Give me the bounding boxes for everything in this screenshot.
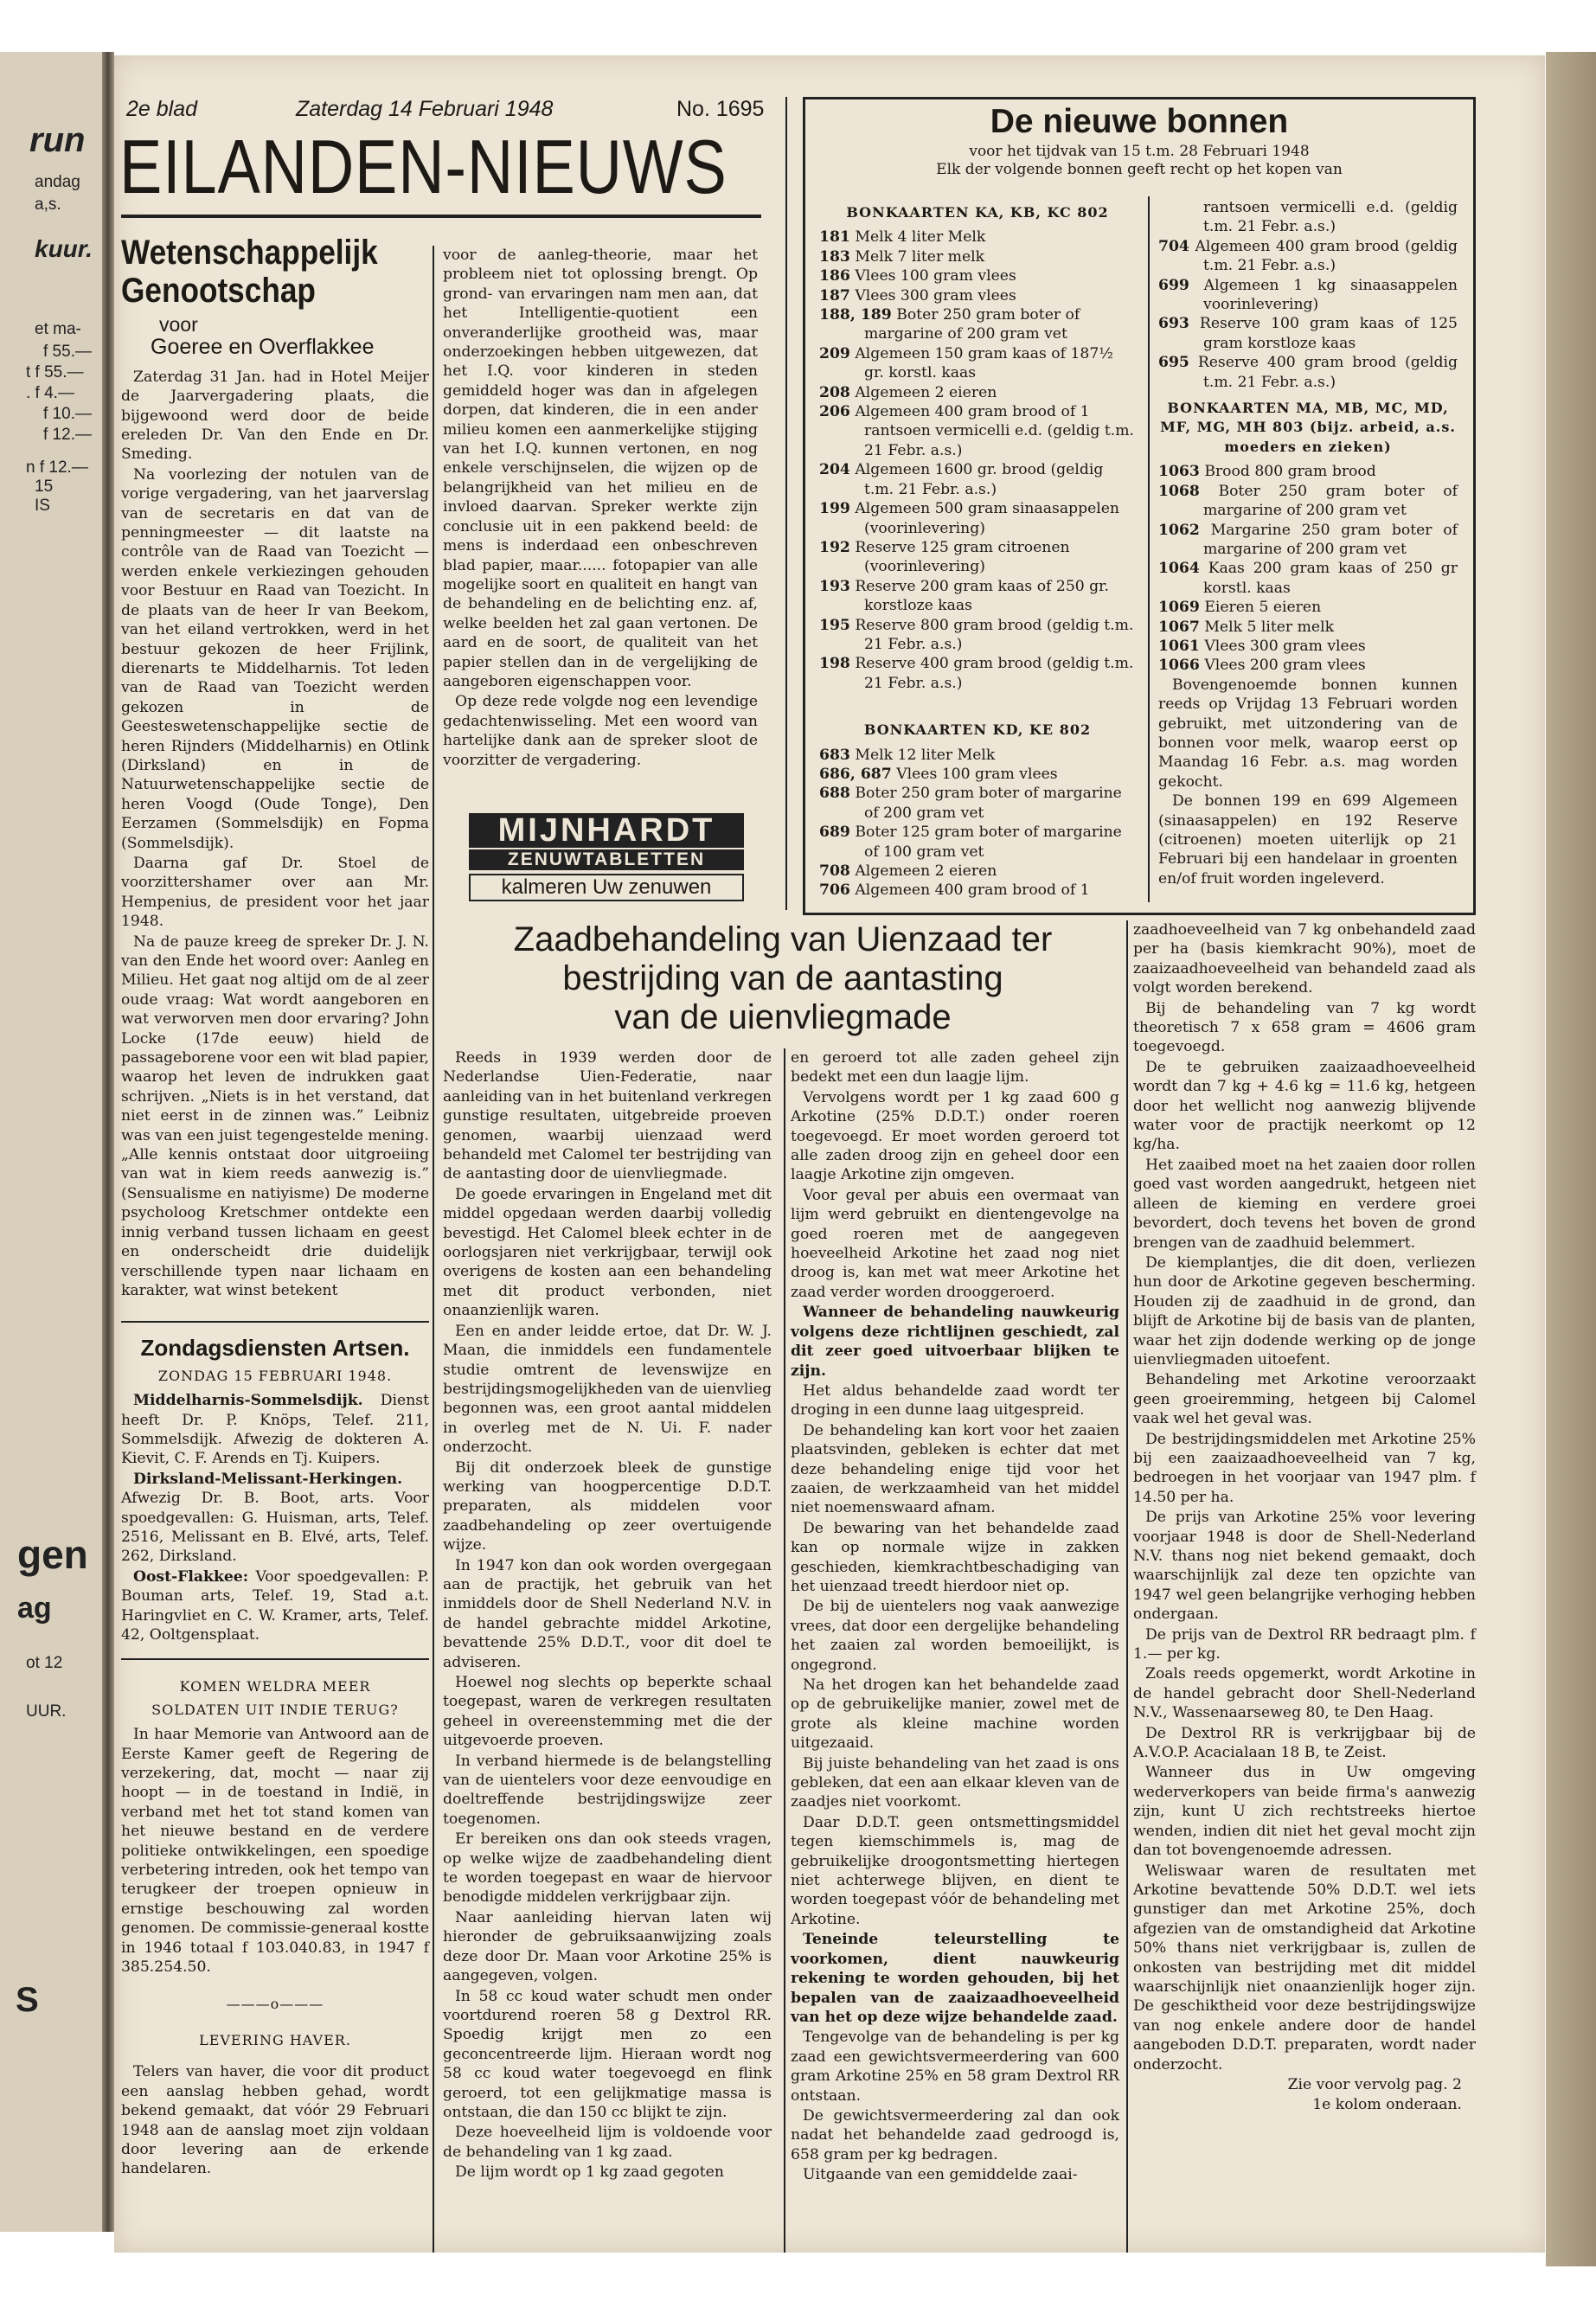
article-subtitle: voor [159,313,198,336]
bon-code: 209 [819,344,850,362]
bon-code: 183 [819,247,850,266]
bon-code: 1061 [1158,637,1200,655]
bon-code: 199 [819,500,850,518]
bon-text: Vlees 100 gram vlees [855,267,1016,285]
paragraph: Reeds in 1939 werden door de Nederlandse Uien-Federatie, naar aanleiding van in het buitenland verkregen gunstige resultaten, uitgebreide proeven genomen, waarbij uienzaad werd behandeld met Calomel ter bestrijding van de aantasting door de uienvliegmade. [443,1049,772,1183]
bon-text: Melk 4 liter Melk [855,228,986,247]
bon-text: Algemeen 2 eieren [855,383,997,401]
section-heading: KOMEN WELDRA MEER [179,1678,371,1695]
article-title: Wetenschappelijk [121,234,378,272]
section-heading: SOLDATEN UIT INDIE TERUG? [151,1701,399,1718]
bon-item [819,784,1136,823]
bon-code: 1068 [1158,482,1200,500]
bon-text: Boter 250 gram boter of margarine of 200 gram vet [855,785,1122,822]
bon-text: Reserve 200 gram kaas of 250 gr. korstloze kaas [855,577,1109,615]
bon-text: Eieren 5 eieren [1204,599,1322,617]
issue-number: No. 1695 [676,97,765,121]
paragraph: In 58 cc koud water schudt men onder voortdurend roeren 58 g Dextrol RR. Spoedig krijgt men zo een geconcentreerde lijm. Hieraan wordt nog 58 cc koud water toegevoegd en flink geroerd, tot een gelijkmatige massa is ontstaan, die dan 150 cc blijkt te zijn. [443,1987,772,2121]
bon-item [1158,276,1458,315]
prev-fragment: ag [17,1592,52,1625]
box-intro [805,143,1473,179]
section-divider [121,1658,429,1660]
ad-slogan: kalmeren Uw zenuwen [469,874,744,901]
zaad-column-3 [1133,920,1476,2116]
bon-item [819,460,1136,499]
zaad-column-1 [443,1048,772,2183]
column-rule [784,1048,785,2253]
bon-item [1158,656,1458,675]
bon-code: 686, 687 [819,765,892,783]
bon-item [819,577,1136,616]
bon-code: 195 [819,616,850,634]
prev-fragment: 15 [35,478,54,496]
article-title: Genootschap [121,272,316,310]
paragraph: Er bereiken ons dan ook steeds vragen, op welke wijze de zaadbehandeling dient te worden toegepast en waar de hiervoor benodigde middelen verkrijgbaar zijn. [443,1830,772,1907]
paragraph: Een en ander leidde ertoe, dat Dr. W. J. Maan, die inmiddels een fundamentele studie omtrent de levenswijze en bestrijdingsmogelijkheden van de uienvlieg begonnen was, een groot aantal middelen in overleg met de N. Ui. F. nader onderzocht. [443,1322,772,1457]
bon-code: 208 [819,383,850,401]
paragraph: Daarna gaf Dr. Stoel de voorzittershamer over aan Mr. Hempenius, de president voor het jaar 1948. [121,854,429,931]
paragraph: De Dextrol RR is verkrijgbaar bij de A.V.O.P. Acacialaan 18 B, te Zeist. [1133,1724,1476,1762]
paragraph: De behandeling kan kort voor het zaaien plaatsvinden, gebleken is echter dat met deze behandeling enige tijd voor het zaaien, de werkzaamheid van het middel niet noemenswaard afnam. [791,1421,1119,1517]
divider-mark: ———o——— [226,1995,324,2012]
paragraph [791,1303,1119,1381]
prev-fragment: kuur. [35,235,93,262]
paragraph: De prijs van Arkotine 25% voor levering voorjaar 1948 is door de Shell-Nederland N.V. thans nog niet bekend gemaakt, doch waarschijnlijk zal deze ten opzichte van 1947 wel geen belangrijke verhoging hebben ondergaan. [1133,1509,1476,1624]
intro-line: voor het tijdvak van 15 t.m. 28 Februari 1948 [969,143,1310,160]
headline-line: bestrijding van de aantasting [562,959,1003,997]
paragraph: De te gebruiken zaaizaadhoeveelheid wordt dan 7 kg + 4.6 kg = 11.6 kg, hetgeen door het wellicht nog aanwezig blijvende water voor de practijk neerkomt op 12 kg/ha. [1133,1058,1476,1154]
bon-code: 186 [819,267,850,285]
zaad-column-2 [791,1048,1119,2186]
paragraph: Zoals reeds opgemerkt, wordt Arkotine in de handel gebracht door Shell-Nederland N.V., Wassenaarseweg 80, te Den Haag. [1133,1665,1476,1722]
bon-item [1158,482,1458,521]
prev-fragment: andag [35,173,80,191]
spacer [819,693,1136,715]
column-left [121,234,429,2180]
paragraph: Daar D.D.T. geen ontsmettingsmiddel tegen kiemschimmels is, mag de gebruikelijke droogontsmetting hiertegen niet achterwege blijven, en dient te worden toegepast vóór de behandeling met Arkotine. [791,1813,1119,1928]
paragraph: Tengevolge van de behandeling is per kg zaad een gewichtsvermeerdering van 600 gram Arkotine 25% en 58 gram Dextrol RR ontstaan. [791,2029,1119,2105]
paragraph [121,1391,429,1469]
prev-fragment: f 10.— [43,405,92,423]
bon-code: 704 [1158,237,1189,255]
masthead-rule [121,215,761,218]
box-title: De nieuwe bonnen [990,103,1289,140]
bon-text: Vlees 300 gram vlees [1204,637,1366,655]
paragraph: Bij de behandeling van 7 kg wordt theoretisch 7 x 658 gram = 4606 gram toegevoegd. [1133,999,1476,1056]
bon-text: Vlees 100 gram vlees [896,765,1058,783]
bon-code: 206 [819,403,850,421]
bon-item [819,247,1136,266]
section-divider [121,1321,429,1323]
bonnen-column-left [819,198,1136,901]
section-date: ZONDAG 15 FEBRUARI 1948. [157,1367,393,1384]
column-rule [785,97,787,910]
paragraph: Behandeling met Arkotine veroorzaakt geen groeiremming, hetgeen bij Calomel vaak wel het geval was. [1133,1371,1476,1428]
paragraph: Op deze rede volgde nog een levendige gedachtenwisseling. Met een woord van hartelijke dank aan de spreker sloot de voorzitter de vergadering. [443,693,758,769]
paragraph: De bestrijdingsmiddelen met Arkotine 25% bij een zaaizaadhoeveelheid van 7 kg, bedroegen in het voorjaar van 1947 plm. f 14.50 per ha. [1133,1430,1476,1506]
bon-code: 1067 [1158,618,1200,636]
bon-text: Algemeen 2 eieren [855,862,997,880]
bon-code: 188, 189 [819,306,892,324]
paragraph: De prijs van de Dextrol RR bedraagt plm. f 1.— per kg. [1133,1625,1476,1663]
emphasis: Wanneer de behandeling nauwkeurig volgens deze richtlijnen geschiedt, zal dit zeer goed uitvoerbaar blijken te zijn. [791,1304,1119,1380]
bon-text: Reserve 125 gram citroenen (voorinlevering) [855,538,1070,576]
bon-text: Brood 800 gram brood [1204,463,1376,481]
bon-text: Vlees 200 gram vlees [1204,657,1366,675]
paragraph: Voor geval per abuis een overmaat van lijm werd gebruikt en dientengevolge na goed roeren met de aangegeven hoeveelheid Arkotine het zaad nog niet droog is, kan met wat meer Arkotine het zaad verder worden drooggeroerd. [791,1186,1119,1301]
bon-text: Boter 125 gram boter of margarine of 100 gram vet [855,824,1122,861]
bon-item [1158,237,1458,276]
bon-text: Algemeen 400 gram brood of 1 rantsoen vermicelli e.d. (geldig t.m. 21 Febr. a.s.) [855,403,1134,459]
prev-fragment: n f 12.— [26,458,88,477]
bon-text: Reserve 400 gram brood (geldig t.m. 21 Febr. a.s.) [855,655,1134,692]
bon-code: 689 [819,824,850,842]
paragraph: Bij dit onderzoek bleek de gunstige werking van hoogpercentige D.D.T. preparaten, als middelen voor zaadbehandeling op zeer overtuigende wijze. [443,1458,772,1554]
bon-code: 1063 [1158,463,1200,481]
bon-code: 181 [819,228,850,247]
prev-fragment: S [16,1981,39,2019]
article-subtitle: Goeree en Overflakkee [151,335,375,360]
bon-item [1158,598,1458,617]
bon-text: Algemeen 1 kg sinaasappelen voorinlevering) [1203,276,1458,314]
bon-text: Reserve 100 gram kaas of 125 gram korstloze kaas [1199,315,1458,352]
column-rule [1126,920,1128,2253]
paragraph: Na voorlezing der notulen van de vorige vergadering, van het jaarverslag van de secretaris en dat van de penningmeester — dit laatste na contrôle van de Raad van Toezicht — werden enkele verkiezingen gehouden voor Bestuur en Raad van Toezicht. In de plaats van de heer Ir van Beekom, van het eiland vertrokken, werd in het bestuur gekozen de heer Frijlink, dierenarts te Middelharnis. Tot leden van de Raad van Toezicht werden gekozen in de Geesteswetenschappelijke sectie de heren Rijnders (Middelharnis) en Otlink (Dirksland) en in de Natuurwetenschappelijke sectie de heren Voogd (Oude Tonge), Den Eerzamen (Sommelsdijk) en Fopma (Sommelsdijk). [121,465,429,852]
bon-item [819,538,1136,577]
paragraph: De bij de uientelers nog vaak aanwezige vrees, dat door een dergelijke behandeling het zaaien zal worden bemoeilijkt, is ongegrond. [791,1598,1119,1674]
paragraph: Deze hoeveelheid lijm is voldoende voor de behandeling van 1 kg zaad. [443,2124,772,2161]
bonnen-note: De bonnen 199 en 699 Algemeen (sinaasappelen) en 192 Reserve (citroenen) moeten uiterlijk op 21 Februari bij een handelaar in groenten en/of fruit worden ingeleverd. [1158,792,1458,888]
bonnen-note: Bovengenoemde bonnen kunnen reeds op Vrijdag 13 Februari worden gebruikt, met uitzondering van de bonnen voor melk, waarop eerst op Maandag 16 Febr. a.s. mag worden gekocht. [1158,676,1458,791]
prev-fragment: et ma- [35,320,81,338]
prev-fragment: gen [17,1532,88,1577]
prev-fragment: run [29,121,86,159]
bon-text: Algemeen 500 gram sinaasappelen (voorinlevering) [855,500,1119,537]
intro-line: Elk der volgende bonnen geeft recht op het kopen van [936,161,1343,178]
bon-code: 193 [819,577,850,595]
headline-line: van de uienvliegmade [614,998,952,1036]
paragraph: Na de pauze kreeg de spreker Dr. J. N. van den Ende het woord over: Aanleg en Milieu. Het gaat nog altijd om de al zeer oude vraag: Wat wordt aangeboren en wat verworven men door ervaring? John Locke (17de eeuw) hield de passageborene voor een wit blad papier, waarop het leven de indrukken gaat schrijven. „Niets is in het verstand, dat niet eerst in de zinnen was.” Leibniz was van een juist tegengestelde mening. „Alle kennis ontstaat door uitgroeiing van wat in kiem reeds aanwezig is.” (Sensualisme en natiyisme) De moderne psycholoog Kretschmer ontdekte een innig verband tussen lichaam en geest en onderscheidt drie duidelijk verschillende typen naar lichaam en karakter, wat winst betekent [121,933,429,1299]
newspaper-title: EILANDEN-NIEUWS [119,124,727,209]
prev-fragment: IS [35,497,50,515]
bon-code: 1066 [1158,657,1200,675]
place-name: Middelharnis-Sommelsdijk. [133,1392,363,1410]
paragraph: Zaterdag 31 Jan. had in Hotel Meijer de Jaarvergadering plaats, die bijgewoond werd door de beide ereleden Dr. Van den Ende en Dr. Smeding. [121,368,429,464]
ad-product: ZENUWTABLETTEN [469,849,744,870]
bonnen-box [803,97,1476,915]
binding-gutter [102,52,114,2232]
bonkaart-section: BONKAARTEN KD, KE 802 [863,721,1092,739]
bon-text: Margarine 250 gram boter of margarine of 200 gram vet [1203,521,1458,558]
bon-item [819,305,1136,344]
continued-note: Zie voor vervolg pag. 2 [1287,2075,1462,2093]
bon-text: Melk 5 liter melk [1204,618,1334,636]
bon-item [819,266,1136,285]
bon-item [1158,559,1458,598]
bon-code: 688 [819,785,850,803]
continued-note: 1e kolom onderaan. [1312,2096,1462,2114]
paragraph: In 1947 kon dan ook worden overgegaan aan de practijk, het gebruik van het inmiddels door de Shell Nederland N.V. in de handel gebrachte middel Arkotine, bevattende 25% D.D.T., voor dit doel te adviseren. [443,1556,772,1671]
prev-fragment: f 55.— [43,343,92,361]
column-center [443,246,758,771]
ad-brand: MIJNHARDT [469,813,744,848]
bon-code: 706 [819,881,850,900]
section-heading: LEVERING HAVER. [199,2031,351,2048]
article-headline [441,920,1125,1037]
paragraph: Vervolgens wordt per 1 kg zaad 600 g Arkotine (25% D.D.T.) onder roeren toegevoegd. Er moet worden geroerd tot alle zaden droog zijn en geheel door een laagje Arkotine zijn omgeven. [791,1088,1119,1184]
bon-code: 198 [819,655,850,673]
paragraph: voor de aanleg-theorie, maar het probleem niet tot oplossing brengt. Op grond- van ervaringen nam men aan, dat het Intelligentie-quotient een onveranderlijke grootheid was, maar onderzoekingen hebben uitgewezen, dat het I.Q. voor kinderen in steden gemiddeld hoger was dan in afgelegen dorpen, dat kinderen, die in een ander milieu komen een aanmerkelijke stijging van het I.Q. kunnen vertonen, en nog enkele verschijnselen, die wijzen op de belangrijkheid van het milieu en de invloed daarvan. Spreker werkte zijn conclusie uit in een pakkend beeld: de mens is inderdaad een onbeschreven blad papier, maar...... fotopapier van alle mogelijke soort en qualiteit en hangt van de behandeling en de belichting enz. af, welke beelden het zal gaan vertonen. De aard en de soort, de qualiteit van het papier stellen dan in de vergelijking de aangeboren eigenschappen voor. [443,247,758,690]
bon-text: Melk 7 liter melk [855,247,985,266]
prev-fragment: UUR. [26,1702,67,1721]
entry-text: Voor spoedgevallen: P. Bouman arts, Telef. 19, Stad a.t. Haringvliet en C. W. Kramer, arts, Telef. 42, Ooltgensplaat. [121,1567,429,1644]
bon-text: Algemeen 400 gram brood (geldig t.m. 21 Febr. a.s.) [1195,237,1458,275]
bon-item [819,765,1136,784]
bon-code: 1062 [1158,521,1200,539]
column-rule [433,246,434,2253]
bonkaart-section: BONKAARTEN KA, KB, KC 802 [846,204,1109,221]
bon-code: 187 [819,286,850,304]
bon-text: Algemeen 400 gram brood of 1 [855,881,1090,900]
paragraph: en geroerd tot alle zaden geheel zijn bedekt met een dun laagje lijm. [791,1049,1119,1086]
bon-item [1158,637,1458,656]
paragraph: Weliswaar waren de resultaten met Arkotine bevattende 50% D.D.T. wel iets gunstiger dan met Arkotine 25%, doch afgezien van de omstandigheid dat Arkotine 50% thans niet verkrijgbaar is, zullen de onkosten van bestrijding met dit middel waarschijnlijk niet onaanzienlijk hoger zijn. De geschiktheid voor deze bestrijdingswijze van nog enkele andere door de handel aangeboden D.D.T. preparaten, wordt nader onderzocht. [1133,1862,1476,2073]
entry-text: Afwezig Dr. B. Boot, arts. Voor spoedgevallen: G. Huisman, arts, Telef. 2516, Melissant en B. Elvé, arts, Telef. 262, Dirksland. [121,1490,429,1566]
bon-item [1158,462,1458,481]
bon-item [1158,314,1458,353]
bon-code: 204 [819,461,850,479]
paragraph: In haar Memorie van Antwoord aan de Eerste Kamer geeft de Regering de verzekering, dat, mocht — naar zij hoopt — in de toestand in Indië, in verband met het tot stand komen van het nieuwe bestand en de verdere politieke ontwikkelingen, een spoedige verbetering intreden, ook het tempo van terugkeer der troepen opnieuw in ernstige beschouwing zal worden genomen. De commissie-generaal kostte in 1946 totaal f 103.040.83, in 1947 f 385.254.50. [121,1726,429,1977]
prev-fragment: f 12.— [43,426,92,444]
box-column-rule [1148,196,1150,902]
bon-text: Reserve 400 gram brood (geldig t.m. 21 Febr. a.s.) [1197,354,1458,391]
bon-item [819,616,1136,655]
paragraph: De lijm wordt op 1 kg zaad gegoten [455,2163,724,2182]
bon-code: 1064 [1158,560,1200,578]
paragraph: Het aldus behandelde zaad wordt ter droging in een dunne laag uitgespreid. [791,1381,1119,1420]
headline-line: Zaadbehandeling van Uienzaad ter [513,920,1053,958]
bonnen-column-right [1158,198,1458,888]
bon-item [819,499,1136,538]
bon-item [1158,521,1458,560]
page-edge-right [1546,52,1596,2266]
bon-item [819,228,1136,247]
bon-code: 1069 [1158,599,1200,617]
prev-fragment: . f 4.— [26,384,74,402]
bon-code: 693 [1158,315,1189,333]
bon-text: Boter 250 gram boter of margarine of 200 gram vet [864,306,1080,343]
paragraph: De gewichtsvermeerdering zal dan ook nadat het behandelde zaad gedroogd is, 658 gram per kg bedragen. [791,2106,1119,2163]
entry-text: Dienst heeft Dr. P. Knöps, Telef. 211, Sommelsdijk. Afwezig de dokteren A. Kievit, C. F. Arends en Tj. Kuipers. [121,1392,429,1468]
paragraph: In verband hiermede is de belangstelling van de uientelers voor deze eenvoudige en doeltreffende bestrijdingswijze zeer toegenomen. [443,1752,772,1828]
paragraph: Bij juiste behandeling van het zaad is ons gebleken, dat een aan elkaar kleven van de zaadjes niet voorkomt. [791,1754,1119,1811]
bon-text: Melk 12 liter Melk [855,746,996,764]
paragraph: De bewaring van het behandelde zaad kan op normale wijze in zakken geschieden, kiemkrachtbeschadiging van het uienzaad treedt hierdoor niet op. [791,1519,1119,1595]
paragraph: Na het drogen kan het behandelde zaad op de gebruikelijke manier, zowel met de grote als kleine machine worden uitgezaaid. [791,1676,1119,1753]
masthead [119,93,770,232]
paragraph: Hoewel nog slechts op beperkte schaal toegepast, waren de verkregen resultaten geheel in overeenstemming met die der uitgevoerde proeven. [443,1674,772,1750]
mijnhardt-advertisement [469,812,744,899]
bon-item [819,654,1136,693]
place-name: Oost-Flakkee: [133,1567,249,1586]
paragraph: Naar aanleiding hiervan laten wij hieronder de gebruiksaanwijzing zoals deze door Dr. Maan voor Arkotine 25% is aangegeven, volgen. [443,1908,772,1985]
bon-item-continued: rantsoen vermicelli e.d. (geldig t.m. 21 Febr. a.s.) [1203,199,1458,236]
paragraph [121,1470,429,1567]
paragraph: De kiemplantjes, die dit doen, verliezen hun door de Arkotine gegeven bescherming. Houden zij de zaadhuid in de grond, dan blijft de Arkotine bij de basis van de planten, waar het zijn dodende werking op de jonge uienvliegmaden uitoefent. [1133,1253,1476,1368]
paragraph: Telers van haver, die voor dit product een aanslag hebben gehad, wordt bekend gemaakt, dat vóór 29 Februari 1948 aan de aanslag moet zijn voldaan door levering aan de erkende handelaren. [121,2063,429,2178]
paragraph: Het zaaibed moet na het zaaien door rollen goed vast worden aangedrukt, hetgeen niet alleen de kieming en verdere groei bevordert, doch tevens het boven de grond brengen van de zaadhuid belemmert. [1133,1156,1476,1252]
paragraph [791,1930,1119,2027]
bon-text: Algemeen 1600 gr. brood (geldig t.m. 21 Febr. a.s.) [855,461,1104,498]
bon-text: Boter 250 gram boter of margarine of 200 gram vet [1203,482,1458,520]
bon-item [1158,353,1458,392]
place-name: Dirksland-Melissant-Herkingen. [133,1470,403,1488]
bon-item [1158,618,1458,637]
bon-item [819,823,1136,862]
prev-fragment: ot 12 [26,1654,63,1672]
bon-item [819,344,1136,383]
bon-text: Algemeen 150 gram kaas of 187½ gr. korstl. kaas [855,344,1113,382]
bon-item [819,746,1136,765]
paragraph: zaadhoeveelheid van 7 kg onbehandeld zaad per ha (basis kiemkracht 90%), moet de zaaizaadhoeveelheid van behandeld zaad als volgt worden berekend. [1133,921,1476,997]
bon-text: Vlees 300 gram vlees [855,286,1016,304]
edition-label: 2e blad [126,97,198,121]
bon-item [819,383,1136,402]
bon-text: Reserve 800 gram brood (geldig t.m. 21 Febr. a.s.) [855,616,1134,653]
prev-fragment: a,s. [35,195,61,214]
bonkaart-section: BONKAARTEN MA, MB, MC, MD, MF, MG, MH 803 (bijz. arbeid, a.s. moeders en zieken) [1160,400,1456,455]
emphasis: Teneinde teleurstelling te voorkomen, dient nauwkeurig rekening te worden gehouden, bij het bepalen van de zaaizaadhoeveelheid van het op deze wijze behandelde zaad. [791,1931,1119,2026]
bon-item [819,286,1136,305]
bon-text: Kaas 200 gram kaas of 250 gr korstl. kaas [1203,560,1458,597]
bon-code: 699 [1158,276,1189,294]
paragraph: Wanneer dus in Uw omgeving wederverkopers van beide firma's aanwezig zijn, kunt U zich rechtstreeks hiertoe wenden, indien dit niet het geval mocht zijn dan tot bovengenoemde adressen. [1133,1764,1476,1860]
paragraph [121,1567,429,1645]
bon-code: 192 [819,538,850,556]
bon-item [819,862,1136,881]
bon-code: 708 [819,862,850,880]
bon-code: 683 [819,746,850,764]
paragraph: Uitgaande van een gemiddelde zaai- [803,2166,1078,2184]
bon-item [819,402,1136,460]
section-heading: Zondagsdiensten Artsen. [140,1335,410,1362]
paragraph: De goede ervaringen in Engeland met dit middel opgedaan werden daarbij volledig bevestigd. Het Calomel bleek echter in de oorlogsjaren niet verkrijgbaar, terwijl ook overigens de kosten aan een behandeling met dit product verbonden, niet onaanzienlijk waren. [443,1185,772,1320]
bon-item [819,881,1136,900]
prev-fragment: t f 55.— [26,363,84,381]
bon-code: 695 [1158,354,1189,372]
issue-date: Zaterdag 14 Februari 1948 [296,97,554,121]
